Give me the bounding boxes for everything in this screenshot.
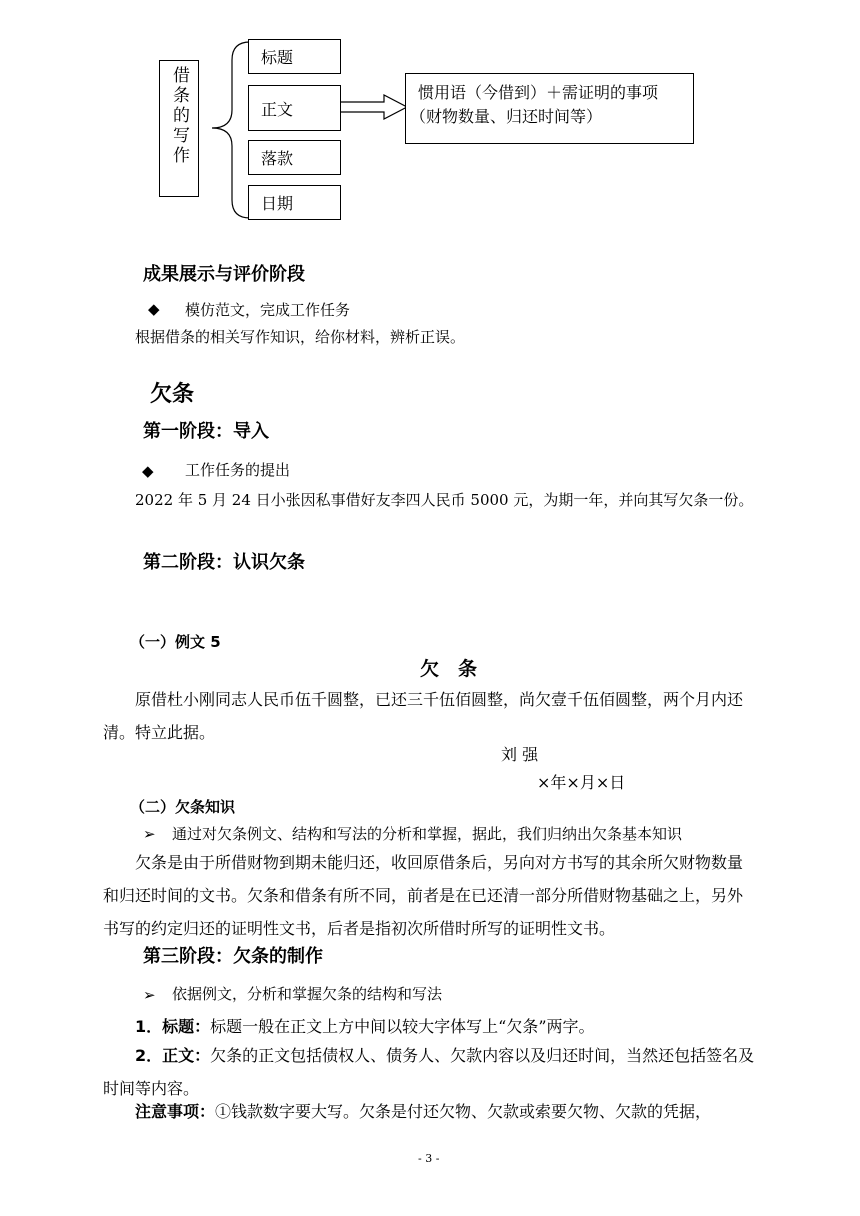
note-label: 注意事项： xyxy=(135,1102,216,1121)
diagram-detail-line1: 惯用语（今借到）＋需证明的事项 xyxy=(418,83,659,102)
example-date: ×年×月×日 xyxy=(537,773,626,792)
page-title: 欠条 xyxy=(150,382,195,407)
stage1-bullet-text: 工作任务的提出 xyxy=(185,461,291,479)
diagram-item-title: 标题 xyxy=(248,39,341,74)
results-bullet-text: 模仿范文，完成工作任务 xyxy=(185,301,351,319)
knowledge-bullet-text: 通过对欠条例文、结构和写法的分析和掌握，据此，我们归纳出欠条基本知识 xyxy=(172,825,683,843)
item2-label: 2．正文： xyxy=(135,1046,211,1065)
section-heading-results: 成果展示与评价阶段 xyxy=(143,264,305,285)
item1-text: 标题一般在正文上方中间以较大字体写上“欠条”两字。 xyxy=(210,1017,595,1036)
diagram-item-signature: 落款 xyxy=(248,140,341,175)
knowledge-label: （二）欠条知识 xyxy=(130,798,236,816)
example-title: 欠 条 xyxy=(420,658,478,680)
item2-text: 欠条的正文包括债权人、债务人、欠款内容以及归还时间，当然还包括签名及时间等内容。 xyxy=(103,1046,755,1098)
stage3-bullet-text: 依据例文，分析和掌握欠条的结构和写法 xyxy=(172,985,443,1003)
example-signature: 刘 强 xyxy=(501,745,539,764)
note-text: ①钱款数字要大写。欠条是付还欠物、欠款或索要欠物、欠款的凭据， xyxy=(215,1102,712,1121)
arrow-bullet-icon: ➢ xyxy=(143,825,156,843)
arrow-bullet-icon: ➢ xyxy=(143,986,156,1004)
stage1-heading: 第一阶段：导入 xyxy=(143,421,269,442)
stage3-heading: 第三阶段：欠条的制作 xyxy=(143,946,323,967)
item1-label: 1．标题： xyxy=(135,1017,211,1036)
diagram-detail-line2: （财物数量、归还时间等） xyxy=(410,107,603,126)
page-number: - 3 - xyxy=(418,1152,440,1165)
stage2-heading: 第二阶段：认识欠条 xyxy=(143,552,305,573)
diagram-item-body: 正文 xyxy=(248,85,341,131)
diagram-main-label: 借条的写作 xyxy=(169,66,189,166)
stage3-note xyxy=(103,1095,758,1128)
diamond-bullet-icon: ◆ xyxy=(148,300,160,318)
diagram-arrow xyxy=(340,92,410,122)
example-body: 原借杜小刚同志人民币伍千圆整，已还三千伍佰圆整，尚欠壹千伍佰圆整，两个月内还清。特立此据。 xyxy=(103,690,744,742)
knowledge-body: 欠条是由于所借财物到期未能归还，收回原借条后，另向对方书写的其余所欠财物数量和归还时间的文书。欠条和借条有所不同，前者是在已还清一部分所借财物基础之上，另外书写的约定归还的证明性文书，后者是指初次所借时所写的证明性文书。 xyxy=(103,853,744,938)
example-label: （一）例文 5 xyxy=(130,633,221,651)
diamond-bullet-icon: ◆ xyxy=(142,462,154,480)
stage1-body: 2022 年 5 月 24 日小张因私事借好友李四人民币 5000 元，为期一年，并向其写欠条一份。 xyxy=(135,491,754,509)
results-body: 根据借条的相关写作知识，给你材料，辨析正误。 xyxy=(135,328,466,346)
diagram-item-date: 日期 xyxy=(248,185,341,220)
